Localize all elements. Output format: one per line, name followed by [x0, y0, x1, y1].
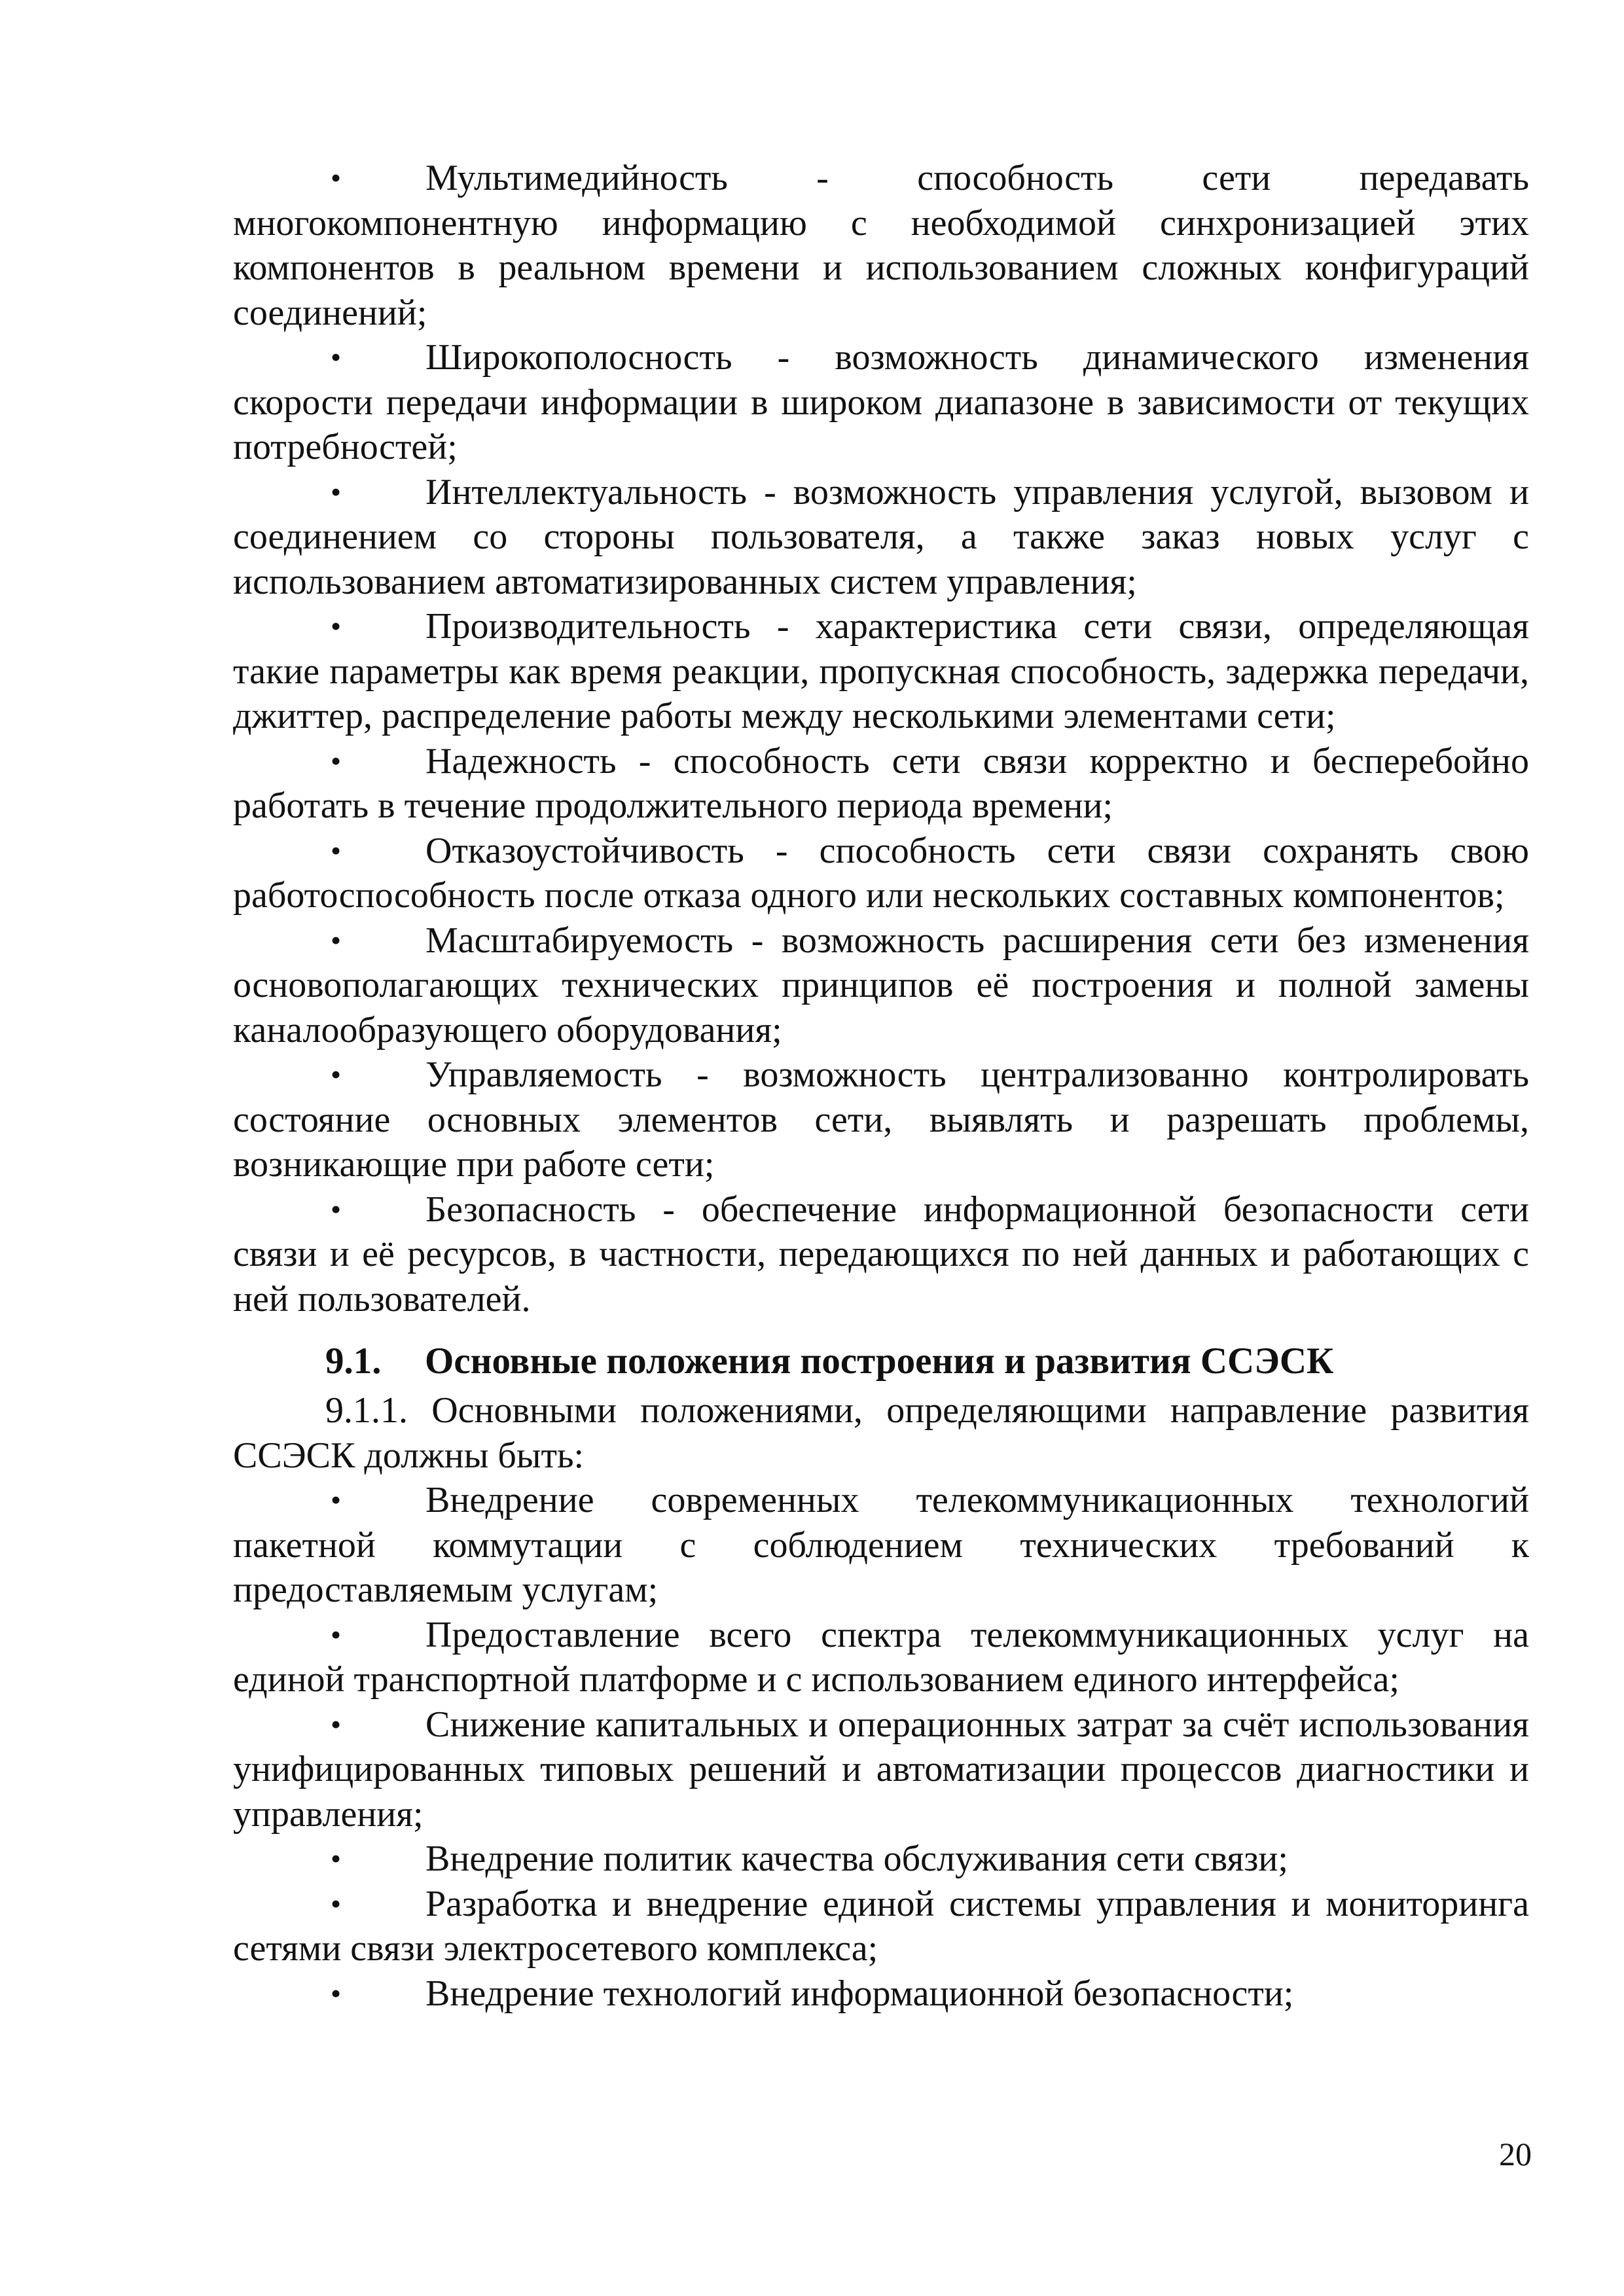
bullet-icon: •: [331, 1886, 342, 1920]
list-item: [233, 1882, 1529, 1971]
bullet-icon: •: [331, 609, 342, 643]
bullet-icon: •: [331, 340, 342, 374]
list-item: [233, 1052, 1529, 1187]
list-item: [233, 1478, 1529, 1613]
list-item: [233, 470, 1529, 605]
list-item-text: Внедрение технологий информационной безопасности;: [425, 1973, 1294, 2014]
section-heading: [233, 1338, 1529, 1384]
list-item-text: Масштабируемость - возможность расширения сети без изменения основополагающих технических принципов её построения и полной замены каналообразующего оборудования;: [233, 920, 1529, 1050]
list-item: [233, 918, 1529, 1053]
list-item-text: Безопасность - обеспечение информационной безопасности сети связи и её ресурсов, в частности, передающихся по ней данных и работающих с ней пользователей.: [233, 1189, 1529, 1319]
list-item: [233, 156, 1529, 335]
section-number: 9.1.: [325, 1340, 382, 1382]
list-item-text: Надежность - способность сети связи корректно и бесперебойно работать в течение продолжительного периода времени;: [233, 740, 1529, 826]
bullet-icon: •: [331, 161, 342, 194]
bullet-icon: •: [331, 1976, 342, 2010]
list-item-text: Внедрение современных телекоммуникационных технологий пакетной коммутации с соблюдением технических требований к предоставляемым услугам;: [233, 1480, 1529, 1610]
list-item-text: Управляемость - возможность централизованно контролировать состояние основных элементов сети, выявлять и разрешать проблемы, возникающие при работе сети;: [233, 1054, 1529, 1185]
list-item-text: Интеллектуальность - возможность управления услугой, вызовом и соединением со стороны пользователя, а также заказ новых услуг с использованием автоматизированных систем управления;: [233, 471, 1529, 602]
page-number: 20: [1499, 2136, 1532, 2172]
list-item: [233, 829, 1529, 918]
page-content: [233, 156, 1529, 2016]
list-item-text: Производительность - характеристика сети связи, определяющая такие параметры как время реакции, пропускная способность, задержка передачи, джиттер, распределение работы между несколькими элементами сети;: [233, 606, 1529, 736]
list-item: [233, 1702, 1529, 1837]
bullet-list-bottom: [233, 1478, 1529, 2016]
list-item: [233, 739, 1529, 829]
list-item-text: Широкополосность - возможность динамического изменения скорости передачи информации в широком диапазоне в зависимости от текущих потребностей;: [233, 337, 1529, 467]
list-item: [233, 1971, 1529, 2017]
list-item: [233, 1837, 1529, 1882]
list-item: [233, 1187, 1529, 1322]
intro-paragraph: 9.1.1. Основными положениями, определяющими направление развития ССЭСК должны быть:: [233, 1390, 1529, 1476]
bullet-icon: •: [331, 923, 342, 957]
bullet-icon: •: [331, 1058, 342, 1091]
list-item-text: Внедрение политик качества обслуживания сети связи;: [425, 1839, 1288, 1879]
bullet-icon: •: [331, 1842, 342, 1875]
list-item-text: Снижение капитальных и операционных затрат за счёт использования унифицированных типовых решений и автоматизации процессов диагностики и управления;: [233, 1704, 1529, 1835]
list-item-text: Отказоустойчивость - способность сети связи сохранять свою работоспособность после отказа одного или нескольких составных компонентов;: [233, 830, 1529, 916]
list-item-text: Предоставление всего спектра телекоммуникационных услуг на единой транспортной платформе и с использованием единого интерфейса;: [233, 1614, 1529, 1700]
bullet-icon: •: [331, 1483, 342, 1516]
bullet-icon: •: [331, 833, 342, 867]
bullet-icon: •: [331, 1707, 342, 1741]
list-item: [233, 335, 1529, 470]
list-item-text: Разработка и внедрение единой системы управления и мониторинга сетями связи электросетевого комплекса;: [233, 1883, 1529, 1969]
bullet-list-top: [233, 156, 1529, 1321]
list-item: [233, 604, 1529, 739]
section-title: Основные положения построения и развития ССЭСК: [425, 1340, 1334, 1382]
list-item-text: Мультимедийность - способность сети передавать многокомпонентную информацию с необходимой синхронизацией этих компонентов в реальном времени и использованием сложных конфигураций соединений;: [233, 158, 1529, 333]
bullet-icon: •: [331, 1617, 342, 1651]
bullet-icon: •: [331, 475, 342, 509]
list-item: [233, 1613, 1529, 1702]
bullet-icon: •: [331, 1192, 342, 1226]
bullet-icon: •: [331, 744, 342, 778]
